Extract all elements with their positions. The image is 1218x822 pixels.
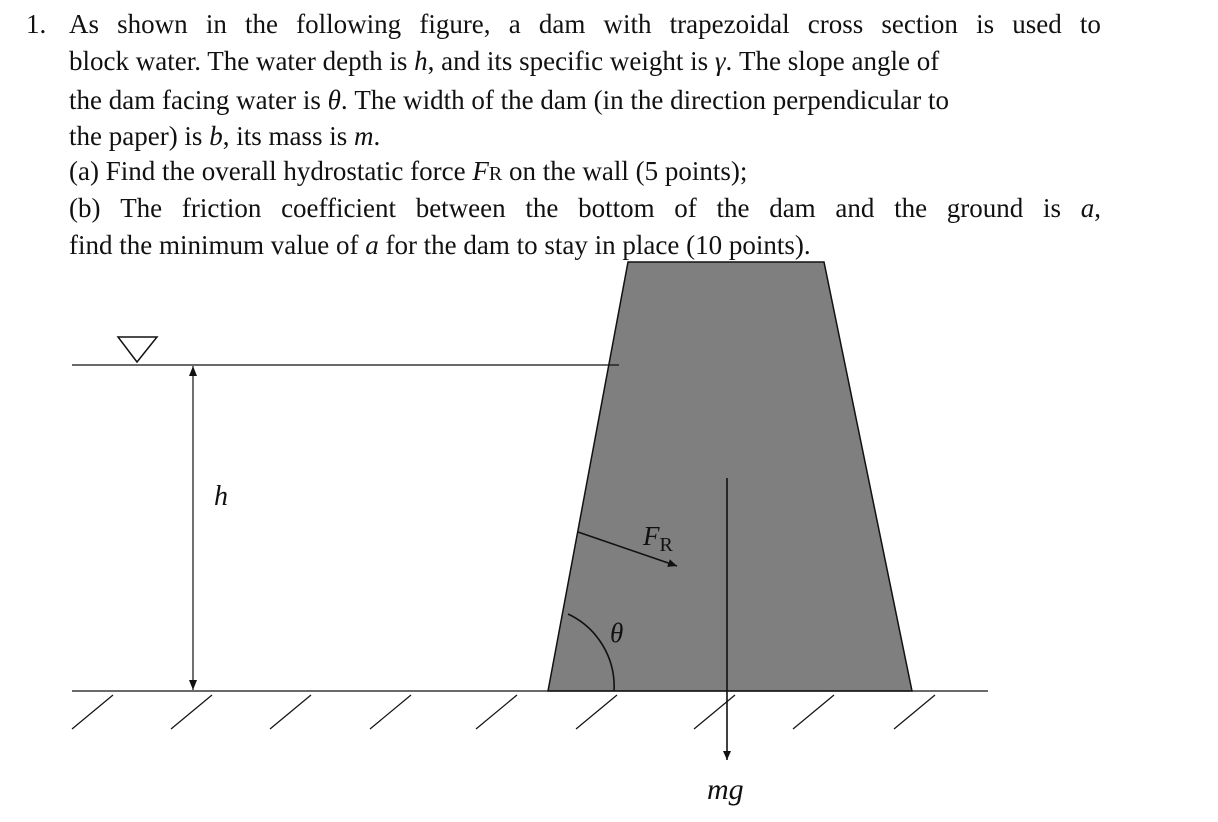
word: cross xyxy=(807,9,864,39)
word: bottom xyxy=(578,193,655,223)
dam-cross-section xyxy=(548,262,912,691)
word: between xyxy=(415,193,506,223)
angle-label: θ xyxy=(610,618,624,648)
word: dam xyxy=(769,193,816,223)
var-a-end: a, xyxy=(1080,193,1101,223)
word: with xyxy=(603,9,652,39)
word: shown xyxy=(117,9,188,39)
force-label: $F_R$ xyxy=(643,521,673,556)
word: to xyxy=(1079,9,1101,39)
word: coefficient xyxy=(281,193,396,223)
word: and xyxy=(835,193,875,223)
word: dam xyxy=(538,9,586,39)
word: trapezoidal xyxy=(669,9,790,39)
word: As xyxy=(69,9,100,39)
var-h: h xyxy=(414,46,428,76)
word: the xyxy=(894,193,928,223)
var-gamma: γ xyxy=(714,46,726,76)
word: the xyxy=(245,9,279,39)
word: (b) xyxy=(69,193,101,223)
weight-label: mg xyxy=(707,773,744,806)
word: figure, xyxy=(419,9,491,39)
var-theta: θ xyxy=(327,85,341,115)
word: a xyxy=(508,9,521,39)
word: in xyxy=(205,9,227,39)
word: following xyxy=(296,9,402,39)
word: friction xyxy=(181,193,262,223)
var-m: m xyxy=(353,121,374,151)
word: is xyxy=(976,9,995,39)
var-b: b xyxy=(209,121,223,151)
problem-line-4: the paper) is b, its mass is m. xyxy=(69,121,381,151)
force-subscript: R xyxy=(488,163,503,185)
word: ground xyxy=(946,193,1024,223)
force-var: F xyxy=(472,156,489,186)
word: the xyxy=(716,193,750,223)
word: The xyxy=(120,193,163,223)
var-a: a xyxy=(365,230,379,260)
water-level-symbol xyxy=(118,337,157,362)
word: used xyxy=(1012,9,1062,39)
problem-line-3: the dam facing water is θ. The width of the dam (in the direction perpendicular to xyxy=(69,85,949,115)
question-part-a: (a) Find the overall hydrostatic force FR on the wall (5 points); xyxy=(69,156,748,186)
problem-line-2: block water. The water depth is h, and its specific weight is γ. The slope angle of xyxy=(69,46,940,76)
word: the xyxy=(525,193,559,223)
depth-arrow-bottom xyxy=(189,680,197,690)
depth-label: h xyxy=(214,481,228,512)
word: section xyxy=(881,9,958,39)
word: is xyxy=(1042,193,1061,223)
word: of xyxy=(674,193,697,223)
problem-number: 1. xyxy=(26,9,47,39)
ground-hatching xyxy=(72,695,935,729)
depth-arrow-top xyxy=(189,366,197,376)
question-part-b-line-2: find the minimum value of a for the dam to stay in place (10 points). xyxy=(69,230,811,260)
